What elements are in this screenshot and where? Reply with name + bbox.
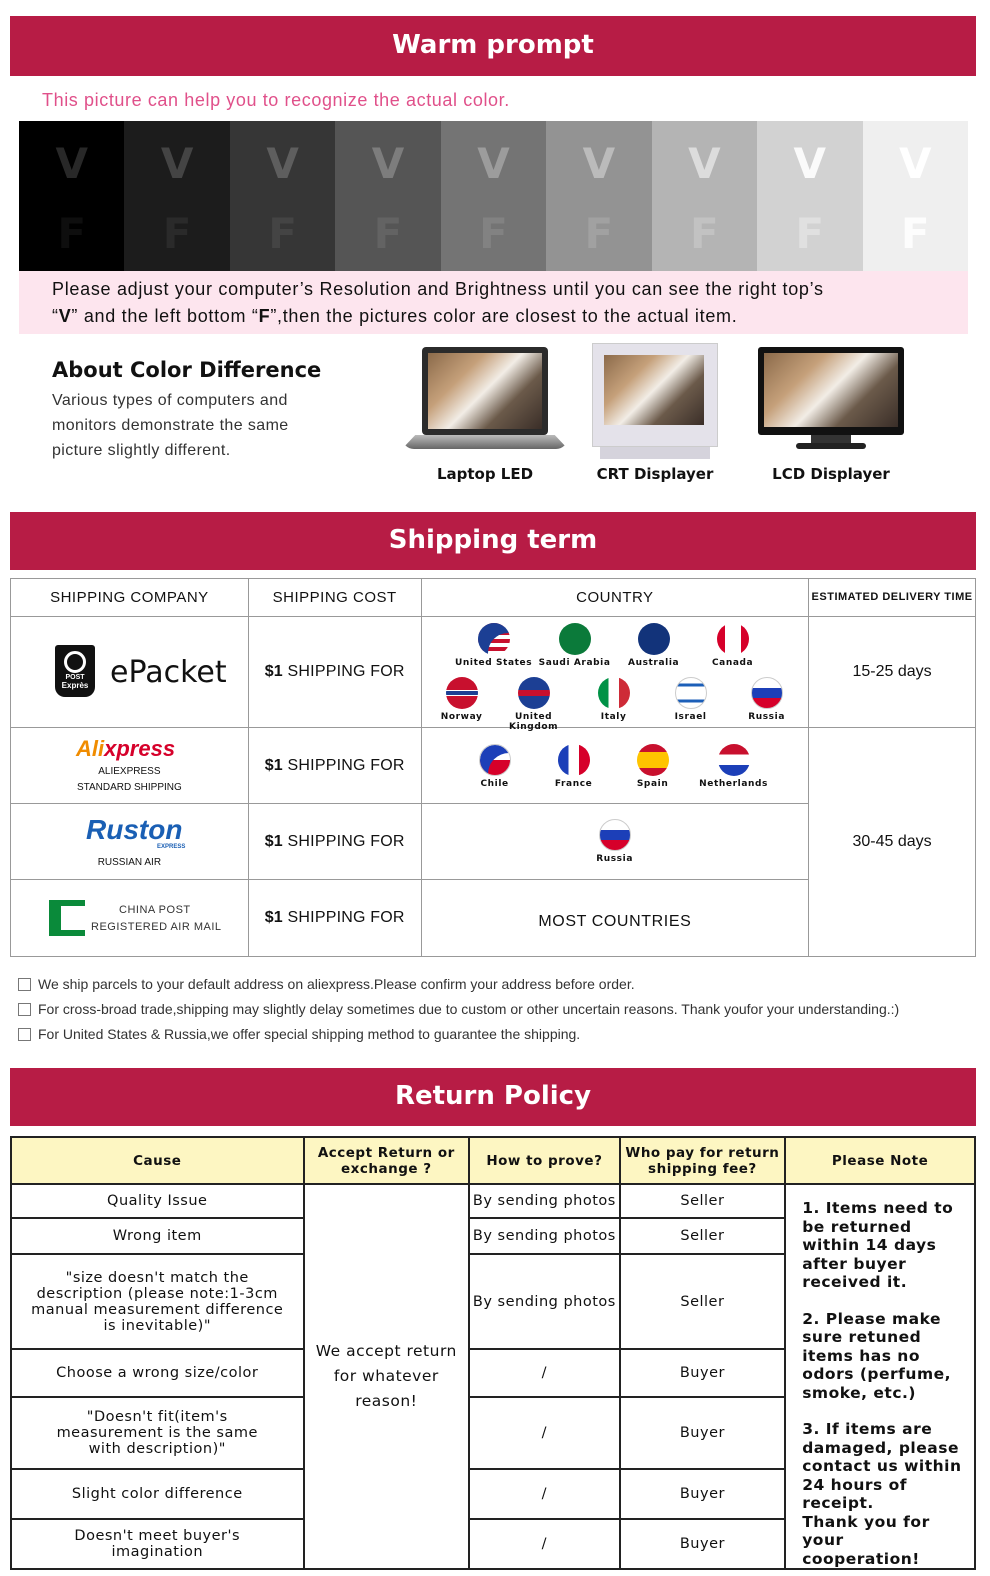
lcd-image <box>756 343 906 488</box>
payer-cell: Seller <box>620 1184 786 1218</box>
swatch-letter-v: V <box>55 139 88 188</box>
swatch-letter-f: F <box>900 209 930 258</box>
note-1: 1. Items need to be returned within 14 days after buyer received it. <box>802 1199 954 1291</box>
swatch-letter-f: F <box>795 209 825 258</box>
prove-cell: By sending photos <box>469 1184 620 1218</box>
swatch-letter-f: F <box>268 209 297 258</box>
shipping-notes <box>18 972 899 1047</box>
note-3: 3. If items are damaged, please contact us within 24 hours of receipt. <box>802 1420 962 1512</box>
gray-swatch <box>546 121 651 271</box>
swatch-letter-v: V <box>371 139 405 188</box>
accept-cell: We accept return for whatever reason! <box>304 1184 470 1569</box>
shipping-term-banner: Shipping term <box>10 512 976 570</box>
gray-swatch <box>19 121 124 271</box>
shipping-header-row <box>11 579 976 617</box>
note-item: We ship parcels to your default address on aliexpress.Please confirm your address before order. <box>18 972 899 997</box>
note-item: For United States & Russia,we offer special shipping method to guarantee the shipping. <box>18 1022 899 1047</box>
epacket-name: ePacket <box>110 655 227 690</box>
note-item: For cross-broad trade,shipping may slightly delay sometimes due to custom or other uncertain reasons. Thank youfor your understanding.:) <box>18 997 899 1022</box>
header-note: Please Note <box>785 1137 975 1184</box>
prove-cell: By sending photos <box>469 1218 620 1254</box>
delivery-days-2: 30-45 days <box>809 728 976 957</box>
gray-swatch <box>335 121 440 271</box>
prove-cell: / <box>469 1397 620 1469</box>
cause-cell: Doesn't meet buyer's imagination <box>11 1519 304 1569</box>
warm-prompt-banner: Warm prompt <box>10 16 976 76</box>
table-row <box>11 617 976 728</box>
color-swatches <box>19 121 968 271</box>
flag-chile: Chile <box>455 744 535 789</box>
flag-saudi-arabia: Saudi Arabia <box>535 623 615 668</box>
cost-cell: $1 SHIPPING FOR <box>248 804 421 880</box>
payer-cell: Buyer <box>620 1349 786 1397</box>
checkbox-icon <box>18 1003 31 1016</box>
cause-cell: Slight color difference <box>11 1469 304 1519</box>
china-post-icon <box>49 900 85 936</box>
about-color-text: Various types of computers and monitors demonstrate the same picture slightly different. <box>52 392 289 459</box>
gray-swatch <box>863 121 968 271</box>
cost-cell: $1 SHIPPING FOR <box>248 728 421 804</box>
flag-france: France <box>534 744 614 789</box>
swatch-letter-f: F <box>162 209 192 258</box>
delivery-days-1: 15-25 days <box>809 617 976 728</box>
swatch-letter-f: F <box>479 209 508 258</box>
checkbox-icon <box>18 1028 31 1041</box>
note-2: 2. Please make sure retuned items has no odors (perfume, smoke, etc.) <box>802 1309 952 1402</box>
flag-united-states: United States <box>454 623 534 668</box>
aliexpress-logo: Alixpress ALIEXPRESS STANDARD SHIPPING <box>11 728 249 804</box>
cost-cell: $1 SHIPPING FOR <box>248 617 421 728</box>
cause-cell: "Doesn't fit(item's measurement is the same with description)" <box>11 1397 304 1469</box>
payer-cell: Seller <box>620 1254 786 1349</box>
payer-cell: Seller <box>620 1218 786 1254</box>
flag-united-kingdom: United Kingdom <box>494 677 574 732</box>
checkbox-icon <box>18 978 31 991</box>
swatch-letter-v: V <box>477 139 510 188</box>
swatch-letter-f: F <box>689 209 719 258</box>
flag-italy: Italy <box>574 677 654 722</box>
cause-cell: "size doesn't match the description (please note:1-3cm manual measurement difference is inevitable)" <box>11 1254 304 1349</box>
country-flags-2 <box>421 728 809 804</box>
header-shipping-company: SHIPPING COMPANY <box>11 579 249 617</box>
payer-cell: Buyer <box>620 1469 786 1519</box>
gray-swatch <box>441 121 546 271</box>
swatch-letter-v: V <box>582 139 616 188</box>
flag-canada: Canada <box>693 623 773 668</box>
prove-cell: / <box>469 1519 620 1569</box>
crt-label: CRT Displayer <box>596 465 714 483</box>
please-note-cell <box>785 1184 975 1569</box>
cost-cell: $1 SHIPPING FOR <box>248 880 421 957</box>
flag-netherlands: Netherlands <box>694 744 774 789</box>
cause-cell: Wrong item <box>11 1218 304 1254</box>
header-prove: How to prove? <box>469 1137 620 1184</box>
return-policy-banner: Return Policy <box>10 1068 976 1126</box>
payer-cell: Buyer <box>620 1519 786 1569</box>
adjust-line-1: Please adjust your computer’s Resolution and Brightness until you can see the right top’s <box>52 279 824 299</box>
cause-cell: Quality Issue <box>11 1184 304 1218</box>
return-header-row <box>11 1137 975 1184</box>
header-country: COUNTRY <box>421 579 809 617</box>
table-row <box>11 1184 975 1218</box>
prove-cell: By sending photos <box>469 1254 620 1349</box>
laptop-led-label: Laptop LED <box>436 465 534 483</box>
header-delivery-time: ESTIMATED DELIVERY TIME <box>809 579 976 617</box>
epacket-logo <box>11 617 249 728</box>
swatch-letter-v: V <box>793 139 827 188</box>
note-4: Thank you for your cooperation! <box>802 1512 930 1568</box>
adjust-line-2: “V” and the left bottom “F”,then the pictures color are closest to the actual item. <box>52 306 738 326</box>
table-row <box>11 728 976 804</box>
gray-swatch <box>757 121 862 271</box>
china-post-logo: CHINA POST REGISTERED AIR MAIL <box>11 880 249 957</box>
gray-swatch <box>652 121 757 271</box>
flag-norway: Norway <box>422 677 502 722</box>
payer-cell: Buyer <box>620 1397 786 1469</box>
crt-image <box>590 343 720 488</box>
swatch-letter-f: F <box>373 209 403 258</box>
shipping-table <box>10 578 976 957</box>
gray-swatch <box>230 121 335 271</box>
swatch-letter-f: F <box>57 209 87 258</box>
flag-spain: Spain <box>613 744 693 789</box>
lcd-label: LCD Displayer <box>772 465 890 483</box>
color-hint: This picture can help you to recognize the actual color. <box>42 90 510 110</box>
prove-cell: / <box>469 1469 620 1519</box>
most-countries: MOST COUNTRIES <box>421 880 809 957</box>
ruston-logo: Ruston EXPRESS RUSSIAN AIR <box>11 804 249 880</box>
country-flags-3 <box>421 804 809 880</box>
prove-cell: / <box>469 1349 620 1397</box>
adjust-instructions <box>19 271 968 334</box>
flag-israel: Israel <box>651 677 731 722</box>
epacket-badge: POST Exprès <box>55 645 95 697</box>
header-accept: Accept Return or exchange ? <box>304 1137 470 1184</box>
header-cause: Cause <box>11 1137 304 1184</box>
gray-swatch <box>124 121 229 271</box>
swatch-letter-v: V <box>688 139 721 188</box>
swatch-letter-v: V <box>266 139 299 188</box>
header-payer: Who pay for return shipping fee? <box>620 1137 786 1184</box>
return-policy-table <box>10 1136 976 1570</box>
laptop-led-image <box>402 343 568 488</box>
cause-cell: Choose a wrong size/color <box>11 1349 304 1397</box>
flag-australia: Australia <box>614 623 694 668</box>
header-shipping-cost: SHIPPING COST <box>248 579 421 617</box>
flag-russia: Russia <box>727 677 807 722</box>
swatch-letter-v: V <box>160 139 194 188</box>
country-flags-1 <box>421 617 809 732</box>
flag-russia: Russia <box>575 819 655 864</box>
swatch-letter-v: V <box>898 139 932 188</box>
swatch-letter-f: F <box>584 209 614 258</box>
about-color-title: About Color Difference <box>52 358 322 382</box>
